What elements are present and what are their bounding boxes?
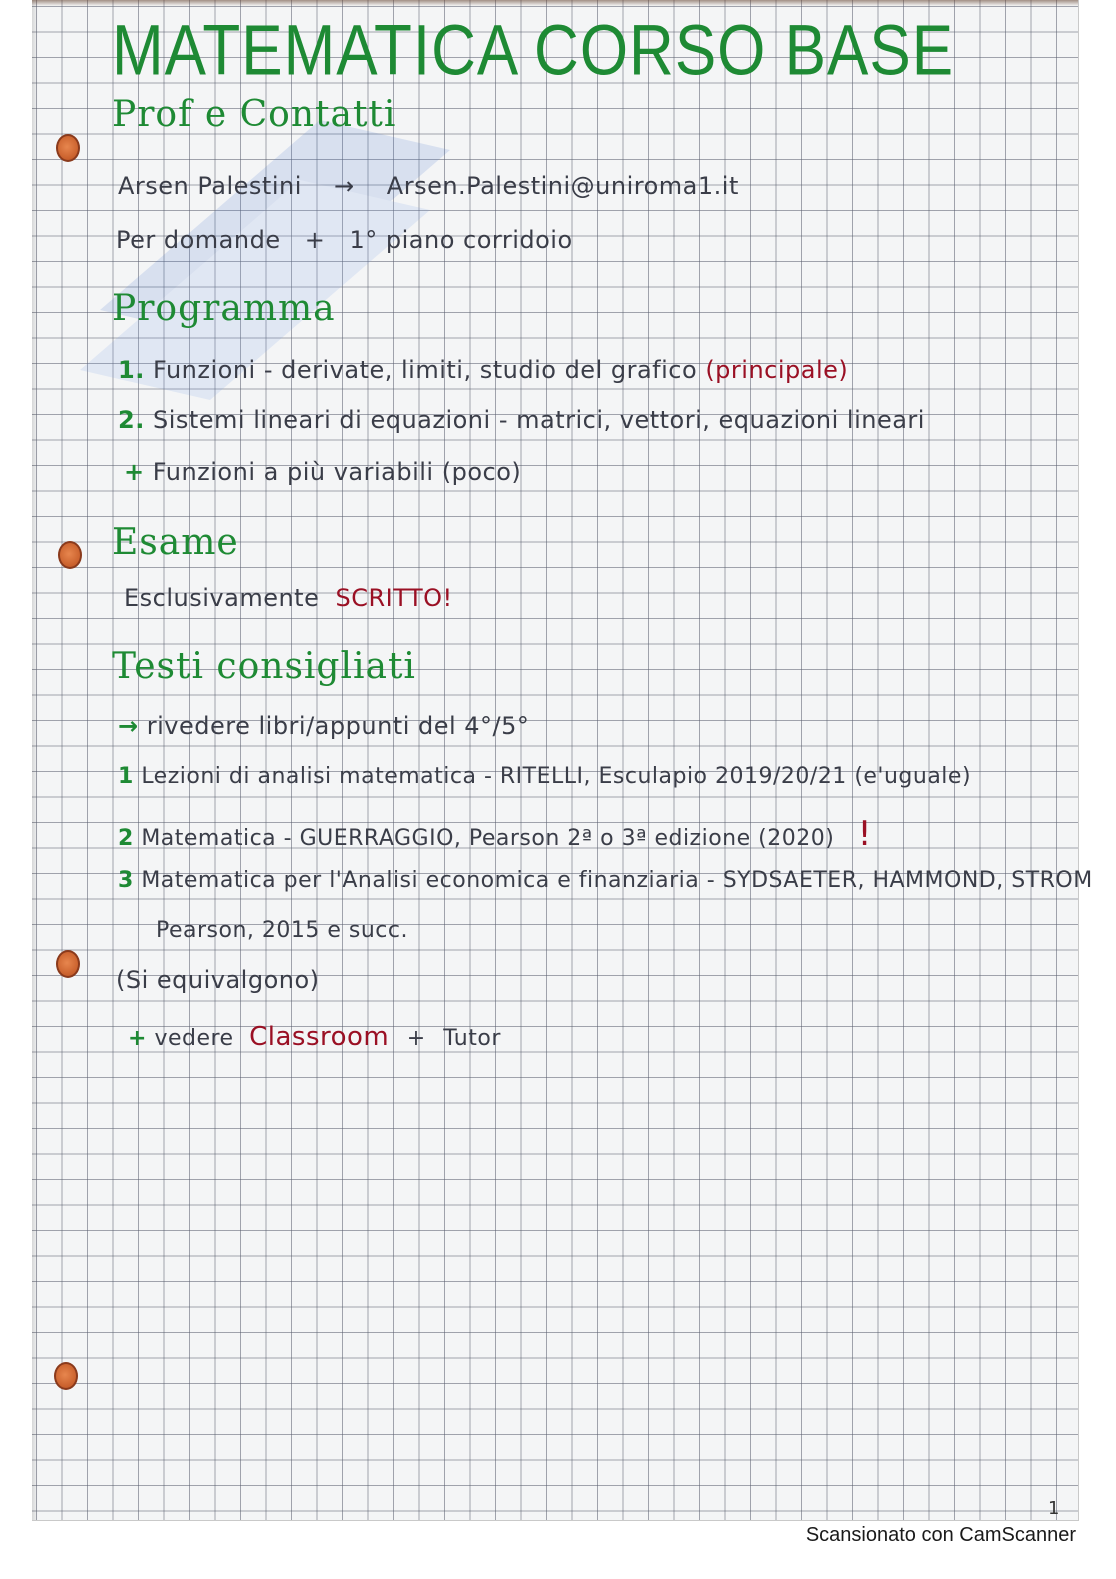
equivalence-note: (Si equivalgono) <box>116 966 320 994</box>
binder-hole <box>56 950 80 978</box>
page-top-edge <box>32 0 1078 6</box>
section-heading-program: Programma <box>112 288 336 329</box>
exam-emphasis: SCRITTO <box>335 584 443 612</box>
book-item-number: 2 <box>118 826 134 851</box>
questions-line <box>116 226 573 254</box>
see-classroom: Classroom <box>249 1022 390 1052</box>
program-item-text: Funzioni - derivate, limiti, studio del grafico <box>152 356 698 384</box>
see-tutor: Tutor <box>443 1026 501 1051</box>
exam-bang: ! <box>442 584 453 612</box>
binder-hole <box>54 1362 78 1390</box>
arrow-icon: → <box>118 712 139 740</box>
program-item-number: + <box>124 458 145 486</box>
book-item-text: Matematica - GUERRAGGIO, Pearson 2ª o 3ª edizione (2020) <box>141 826 835 851</box>
plus-icon: + <box>304 226 326 254</box>
see-prefix: vedere <box>154 1026 234 1051</box>
scanner-footer: Scansionato con CamScanner <box>805 1524 1076 1546</box>
program-item-number: 2. <box>118 406 145 434</box>
professor-email: Arsen.Palestini@uniroma1.it <box>386 172 739 200</box>
book-item <box>118 814 872 854</box>
binder-hole <box>58 541 82 569</box>
book-item <box>118 764 971 789</box>
book-item-note: ! <box>857 814 872 854</box>
section-heading-books: Testi consigliati <box>112 646 416 687</box>
page-edge-shadow <box>32 0 38 1520</box>
professor-name: Arsen Palestini <box>118 172 302 200</box>
program-item <box>118 406 925 434</box>
section-heading-exam: Esame <box>112 522 239 563</box>
book-item-text: Lezioni di analisi matematica - RITELLI, Esculapio 2019/20/21 <box>141 764 847 789</box>
plus-icon: + <box>128 1026 147 1051</box>
exam-text: Esclusivamente <box>124 584 320 612</box>
exam-line <box>124 584 453 612</box>
binder-hole <box>56 134 80 162</box>
section-heading-contacts: Prof e Contatti <box>112 94 397 135</box>
program-item <box>118 356 848 384</box>
books-intro-text: rivedere libri/appunti del 4°/5° <box>146 712 530 740</box>
plus-icon: + <box>406 1026 426 1051</box>
contact-line <box>118 172 739 200</box>
book-item-number: 3 <box>118 868 134 893</box>
book-item-text: Matematica per l'Analisi economica e finanziaria - SYDSAETER, HAMMOND, STROM <box>141 868 1093 893</box>
program-item-number: 1. <box>118 356 145 384</box>
arrow-icon: → <box>334 172 355 200</box>
program-item <box>124 458 521 486</box>
book-item-continuation: Pearson, 2015 e succ. <box>156 918 408 943</box>
page-title: MATEMATICA CORSO BASE <box>112 11 955 91</box>
program-item-text: Sistemi lineari di equazioni - matrici, vettori, equazioni lineari <box>152 406 925 434</box>
questions-label: Per domande <box>116 226 281 254</box>
page-number: 1 <box>1048 1498 1060 1519</box>
book-item-number: 1 <box>118 764 134 789</box>
program-item-text: Funzioni a più variabili (poco) <box>152 458 522 486</box>
books-intro-line <box>118 712 529 740</box>
program-item-note: (principale) <box>705 356 849 384</box>
see-also-line <box>128 1022 501 1052</box>
book-item <box>118 868 1093 893</box>
book-item-note: (e'uguale) <box>854 764 972 789</box>
office-location: 1° piano corridoio <box>349 226 573 254</box>
